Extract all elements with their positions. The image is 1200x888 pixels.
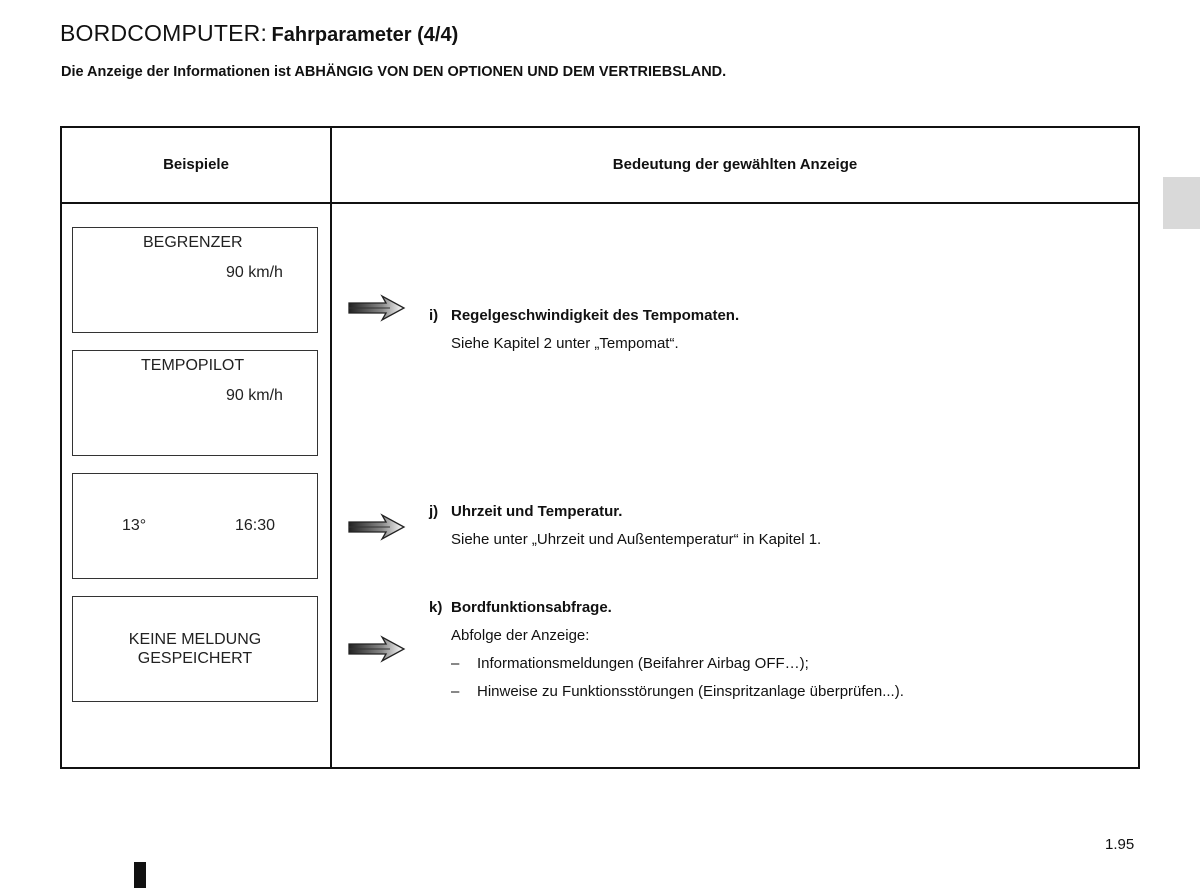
- item-key: j): [429, 503, 439, 520]
- item-j: [429, 498, 821, 554]
- item-text: Siehe Kapitel 2 unter „Tempomat“.: [451, 335, 679, 352]
- column-header-meaning: Bedeutung der gewählten Anzeige: [612, 156, 858, 173]
- display-label: GESPEICHERT: [137, 650, 253, 667]
- item-text: Abfolge der Anzeige:: [451, 627, 590, 644]
- display-value: 90 km/h: [226, 387, 283, 404]
- bullet-item: [429, 678, 904, 706]
- pointer-arrow-icon: [348, 294, 406, 322]
- display-label: TEMPOPILOT: [141, 357, 245, 374]
- display-label: KEINE MELDUNG: [128, 631, 262, 648]
- item-i: [429, 302, 739, 358]
- bullet-dash: –: [451, 683, 460, 700]
- header-divider: [62, 202, 1138, 204]
- bullet-dash: –: [451, 655, 460, 672]
- page-title-main: BORDCOMPUTER:: [60, 20, 268, 46]
- chapter-tab: [1163, 177, 1200, 229]
- bullet-text: Informationsmeldungen (Beifahrer Airbag OFF…);: [477, 655, 809, 672]
- item-key: k): [429, 599, 443, 616]
- page-title: [60, 20, 458, 47]
- page-title-sub: Fahrparameter (4/4): [271, 24, 459, 46]
- pointer-arrow-icon: [348, 513, 406, 541]
- item-key: i): [429, 307, 439, 324]
- display-temperature: 13°: [122, 517, 147, 534]
- display-clock: 16:30: [235, 517, 276, 534]
- bullet-item: [429, 650, 904, 678]
- crop-mark: [134, 862, 146, 888]
- display-value: 90 km/h: [226, 264, 283, 281]
- item-heading: Regelgeschwindigkeit des Tempomaten.: [451, 307, 740, 324]
- column-header-examples: Beispiele: [163, 156, 229, 173]
- item-k: [429, 594, 904, 706]
- intro-text: Die Anzeige der Informationen ist ABHÄNGIG VON DEN OPTIONEN UND DEM VERTRIEBSLAND.: [61, 64, 727, 80]
- display-example-cruise: [72, 350, 318, 456]
- page-number: 1.95: [1105, 836, 1135, 853]
- column-divider: [330, 128, 332, 767]
- display-example-no-message: [72, 596, 318, 702]
- display-label: BEGRENZER: [143, 234, 243, 251]
- item-text: Siehe unter „Uhrzeit und Außentemperatur“ in Kapitel 1.: [451, 531, 822, 548]
- item-heading: Bordfunktionsabfrage.: [451, 599, 612, 616]
- display-example-limiter: [72, 227, 318, 333]
- pointer-arrow-icon: [348, 635, 406, 663]
- item-heading: Uhrzeit und Temperatur.: [451, 503, 623, 520]
- bullet-text: Hinweise zu Funktionsstörungen (Einspritzanlage überprüfen...).: [477, 683, 904, 700]
- display-example-clock-temp: [72, 473, 318, 579]
